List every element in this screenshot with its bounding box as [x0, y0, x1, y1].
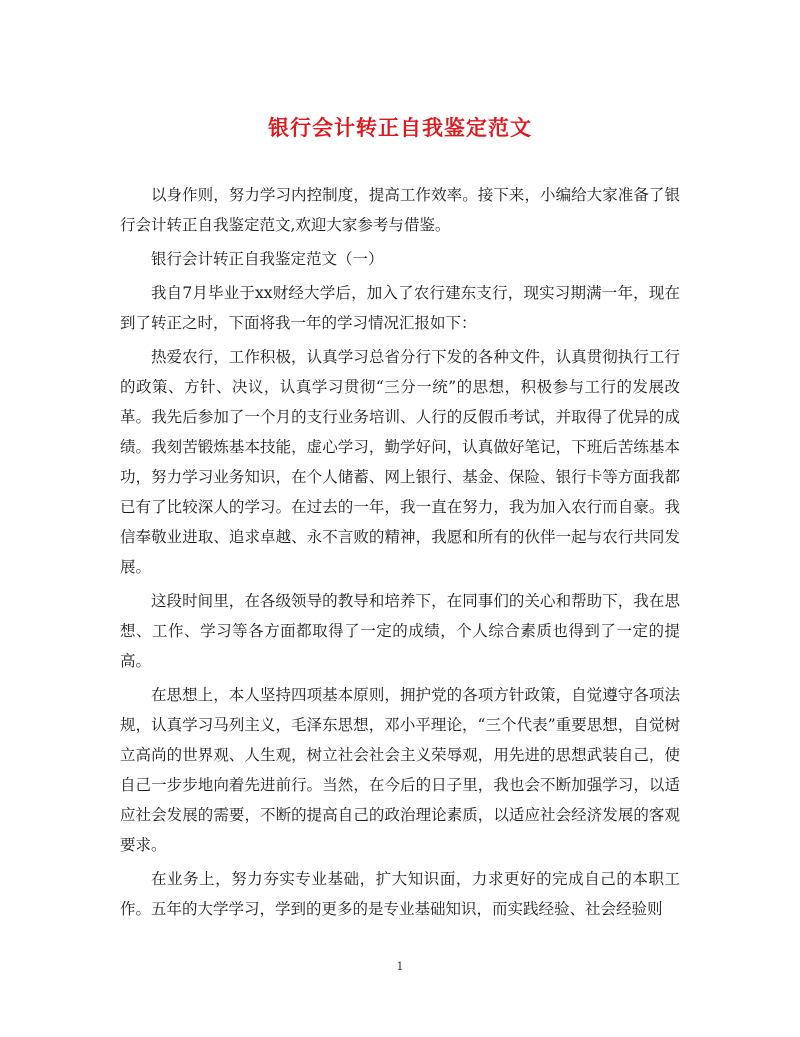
body-paragraph: 热爱农行，工作积极，认真学习总省分行下发的各种文件，认真贯彻执行工行的政策、方针、决议，认真学习贯彻“三分一统”的思想，积极参与工行的发展改革。我先后参加了一个月的支行业务培训、人行的反假币考试，并取得了优异的成绩。我刻苦锻炼基本技能，虚心学习，勤学好问，认真做好笔记，下班后苦练基本功，努力学习业务知识，在个人储蓄、网上银行、基金、保险、银行卡等方面我都已有了比较深人的学习。在过去的一年，我一直在努力，我为加入农行而自豪。我信奉敬业进取、追求卓越、永不言败的精神，我愿和所有的伙伴一起与农行共同发展。 — [120, 348, 680, 576]
document-title: 银行会计转正自我鉴定范文 — [268, 115, 532, 140]
page-number: 1 — [396, 960, 404, 973]
body-paragraph: 在思想上，本人坚持四项基本原则，拥护党的各项方针政策，自觉遵守各项法规，认真学习马列主义，毛泽东思想，邓小平理论，“三个代表”重要思想，自觉树立高尚的世界观、人生观，树立社会社会主义荣辱观，用先进的思想武装自己，使自己一步步地向着先进前行。当然，在今后的日子里，我也会不断加强学习，以适应社会发展的需要，不断的提高自己的政治理论素质，以适应社会经济发展的客观要求。 — [120, 686, 680, 854]
body-paragraph: 在业务上，努力夯实专业基础，扩大知识面，力求更好的完成自己的本职工作。五年的大学学习，学到的更多的是专业基础知识，而实践经验、社会经验则 — [120, 870, 680, 918]
body-paragraph: 这段时间里，在各级领导的教导和培养下，在同事们的关心和帮助下，我在思想、工作、学习等各方面都取得了一定的成绩，个人综合素质也得到了一定的提高。 — [120, 592, 680, 670]
document-body — [120, 180, 680, 928]
section-heading: 银行会计转正自我鉴定范文（一） — [151, 250, 384, 268]
intro-paragraph: 以身作则，努力学习内控制度，提高工作效率。接下来，小编给大家准备了银行会计转正自我鉴定范文,欢迎大家参考与借鉴。 — [120, 186, 680, 234]
body-paragraph: 我自7月毕业于xx财经大学后，加入了农行建东支行，现实习期满一年，现在到了转正之时，下面将我一年的学习情况汇报如下： — [120, 284, 680, 332]
